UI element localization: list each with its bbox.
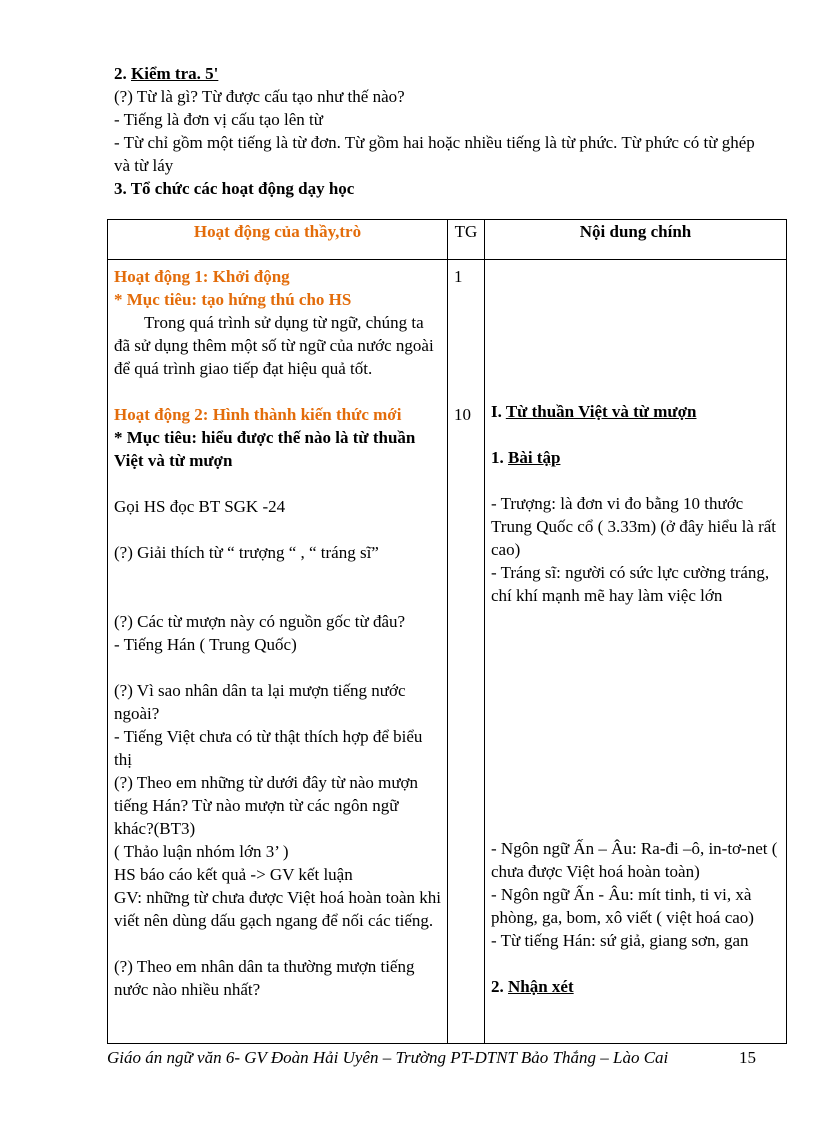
lesson-table: [107, 219, 787, 1044]
table-body-row: [108, 260, 787, 1044]
header-activities: Hoạt động của thầy,trò: [108, 220, 448, 260]
indo-european-1: - Ngôn ngữ Ấn – Âu: Ra-đi –ô, in-tơ-net ( chưa được Việt hoá hoàn toàn): [491, 839, 778, 881]
activity2-goal: * Mục tiêu: hiểu được thế nào là từ thuần Việt và từ mượn: [114, 428, 416, 470]
time-cell: [448, 260, 485, 1044]
section2-heading: [114, 62, 774, 85]
time-activity2: 10: [454, 405, 471, 424]
remark-title: Nhận xét: [508, 977, 574, 996]
indo-european-2: - Ngôn ngữ Ấn - Âu: mít tinh, ti vi, xà phòng, ga, bom, xô viết ( việt hoá cao): [491, 885, 754, 927]
header-time: TG: [448, 220, 485, 260]
content-section-number: I.: [491, 402, 506, 421]
exercise-title: Bài tập: [508, 448, 561, 467]
section2-title: Kiểm tra. 5': [131, 64, 219, 83]
activity1-title: Hoạt động 1: Khởi động: [114, 267, 290, 286]
activities-cell: [108, 260, 448, 1044]
activity1-text: Trong quá trình sử dụng từ ngữ, chúng ta đã sử dụng thêm một số từ ngữ của nước ngoài để quá trình giao tiếp đạt hiệu quả tốt.: [114, 313, 434, 378]
content-cell: [485, 260, 787, 1044]
footer-text: Giáo án ngữ văn 6- GV Đoàn Hải Uyên – Trường PT-DTNT Bảo Thắng – Lào Cai: [107, 1048, 669, 1067]
question-why: (?) Vì sao nhân dân ta lại mượn tiếng nước ngoài?: [114, 681, 406, 723]
answer-1: - Tiếng là đơn vị cấu tạo lên từ: [114, 110, 323, 129]
answer-why: - Tiếng Việt chưa có từ thật thích hợp để biểu thị: [114, 727, 423, 769]
header-content: Nội dung chính: [485, 220, 787, 260]
answer-2: - Từ chỉ gồm một tiếng là từ đơn. Từ gồm hai hoặc nhiều tiếng là từ phức. Từ phức có từ ghép và từ láy: [114, 133, 755, 175]
teacher-note: GV: những từ chưa được Việt hoá hoàn toàn khi viết nên dùng dấu gạch ngang để nối các tiếng.: [114, 888, 441, 930]
question-bt3: (?) Theo em những từ dưới đây từ nào mượn tiếng Hán? Từ nào mượn từ các ngôn ngữ khác?(BT3): [114, 773, 419, 838]
exercise-number: 1.: [491, 448, 508, 467]
question-origin: (?) Các từ mượn này có nguồn gốc từ đâu?: [114, 612, 406, 631]
section3-heading: 3. Tổ chức các hoạt động dạy học: [114, 179, 355, 198]
activity1-goal: * Mục tiêu: tạo hứng thú cho HS: [114, 290, 352, 309]
answer-origin: - Tiếng Hán ( Trung Quốc): [114, 635, 297, 654]
read-exercise: Gọi HS đọc BT SGK -24: [114, 497, 286, 516]
time-activity1: 1: [454, 267, 463, 286]
page-footer: [107, 1048, 786, 1068]
trang-si-definition: - Tráng sĩ: người có sức lực cường tráng, chí khí mạnh mẽ hay làm việc lớn: [491, 563, 770, 605]
question-most: (?) Theo em nhân dân ta thường mượn tiếng nước nào nhiều nhất?: [114, 957, 415, 999]
page-number: 15: [739, 1048, 756, 1067]
remark-heading: [491, 975, 778, 998]
table-header-row: [108, 220, 787, 260]
remark-number: 2.: [491, 977, 508, 996]
activity2-title: Hoạt động 2: Hình thành kiến thức mới: [114, 405, 402, 424]
group-discussion: ( Thảo luận nhóm lớn 3’ ): [114, 842, 289, 861]
intro-section: [114, 62, 774, 200]
truong-definition: - Trượng: là đơn vi đo bằng 10 thước Trung Quốc cổ ( 3.33m) (ở đây hiểu là rất cao): [491, 494, 777, 559]
content-section-title: Từ thuần Việt và từ mượn: [505, 402, 697, 421]
han-words: - Từ tiếng Hán: sứ giả, giang sơn, gan: [491, 931, 749, 950]
content-section-heading: [491, 400, 778, 423]
report-result: HS báo cáo kết quả -> GV kết luận: [114, 865, 353, 884]
exercise-heading: [491, 446, 778, 469]
question-explain: (?) Giải thích từ “ trượng “ , “ tráng sĩ”: [114, 543, 379, 562]
section2-number: 2.: [114, 64, 131, 83]
question-1: (?) Từ là gì? Từ được cấu tạo như thế nào?: [114, 87, 405, 106]
